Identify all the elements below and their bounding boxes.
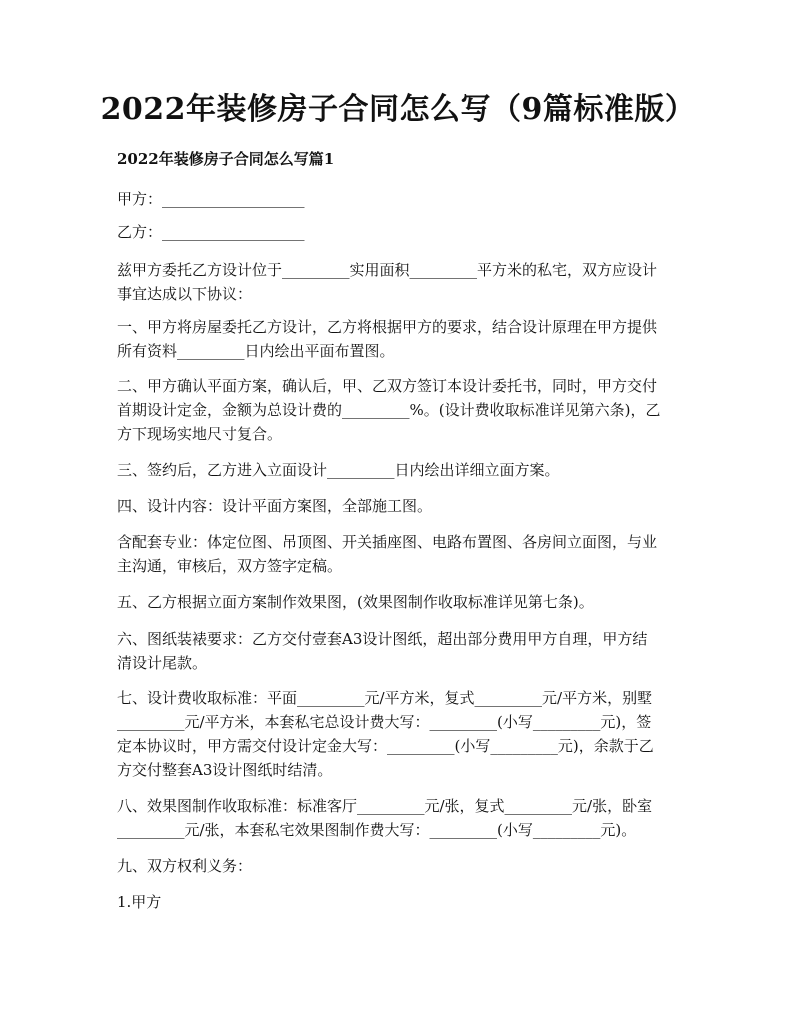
paragraph-line: 九、双方权利义务： [117,857,253,875]
paragraph-line: 定本协议时，甲方需交付设计定金大写：_________(小写_________元)，余款于乙 [117,737,654,755]
paragraph-line: 八、效果图制作收取标准：标准客厅_________元/张，复式_________元/张，卧室 [117,797,653,815]
paragraph-line: 甲方：___________________ [117,190,305,208]
intro-paragraph [117,258,683,306]
paragraph-line: 七、设计费收取标准：平面_________元/平方米，复式_________元/平方米，别墅 [117,689,653,707]
clause-2-paragraph [117,374,683,446]
clause-4-paragraph [117,494,683,518]
paragraph-line: 方交付整套A3设计图纸时结清。 [117,761,333,779]
paragraph-line: 所有资料_________日内绘出平面布置图。 [117,342,395,360]
clause-3-paragraph [117,458,683,482]
clause-6-paragraph [117,627,683,675]
support-paragraph [117,530,683,578]
paragraph-line: 含配套专业：体定位图、吊顶图、开关插座图、电路布置图、各房间立面图，与业 [117,533,658,551]
clause-7-paragraph [117,686,683,782]
paragraph-line: 事宜达成以下协议： [117,285,253,303]
paragraph-line: 四、设计内容：设计平面方案图，全部施工图。 [117,497,433,515]
paragraph-line: 乙方：___________________ [117,223,305,241]
paragraph-line: _________元/张，本套私宅效果图制作费大写：_________(小写_________元)。 [117,821,637,839]
clause-8-paragraph [117,794,683,842]
paragraph-line: 首期设计定金，金额为总设计费的_________%。(设计费收取标准详见第六条)，乙 [117,401,661,419]
paragraph-line: 主沟通，审核后，双方签字定稿。 [117,557,343,575]
paragraph-line: 三、签约后，乙方进入立面设计_________日内绘出详细立面方案。 [117,461,560,479]
paragraph-line: 一、甲方将房屋委托乙方设计，乙方将根据甲方的要求，结合设计原理在甲方提供 [117,318,658,336]
clause-5-paragraph [117,590,683,614]
paragraph-line: 1.甲方 [117,893,162,911]
paragraph-line: _________元/平方米，本套私宅总设计费大写：_________(小写_________元)，签 [117,713,652,731]
paragraph-line: 二、甲方确认平面方案，确认后，甲、乙双方签订本设计委托书，同时，甲方交付 [117,377,658,395]
clause-1-paragraph [117,315,683,363]
item-1-paragraph [117,890,683,914]
party-a-line [117,187,683,211]
document-title: 2022年装修房子合同怎么写（9篇标准版） [100,92,696,127]
paragraph-line: 清设计尾款。 [117,654,208,672]
party-b-line [117,220,683,244]
paragraph-line: 五、乙方根据立面方案制作效果图，(效果图制作收取标准详见第七条)。 [117,593,594,611]
paragraph-line: 兹甲方委托乙方设计位于_________实用面积_________平方米的私宅，双方应设计 [117,261,658,279]
paragraph-line: 方下现场实地尺寸复合。 [117,425,283,443]
paragraph-line: 六、图纸装裱要求：乙方交付壹套A3设计图纸，超出部分费用甲方自理，甲方结 [117,630,648,648]
clause-9-paragraph [117,854,683,878]
section-heading: 2022年装修房子合同怎么写篇1 [117,150,335,168]
